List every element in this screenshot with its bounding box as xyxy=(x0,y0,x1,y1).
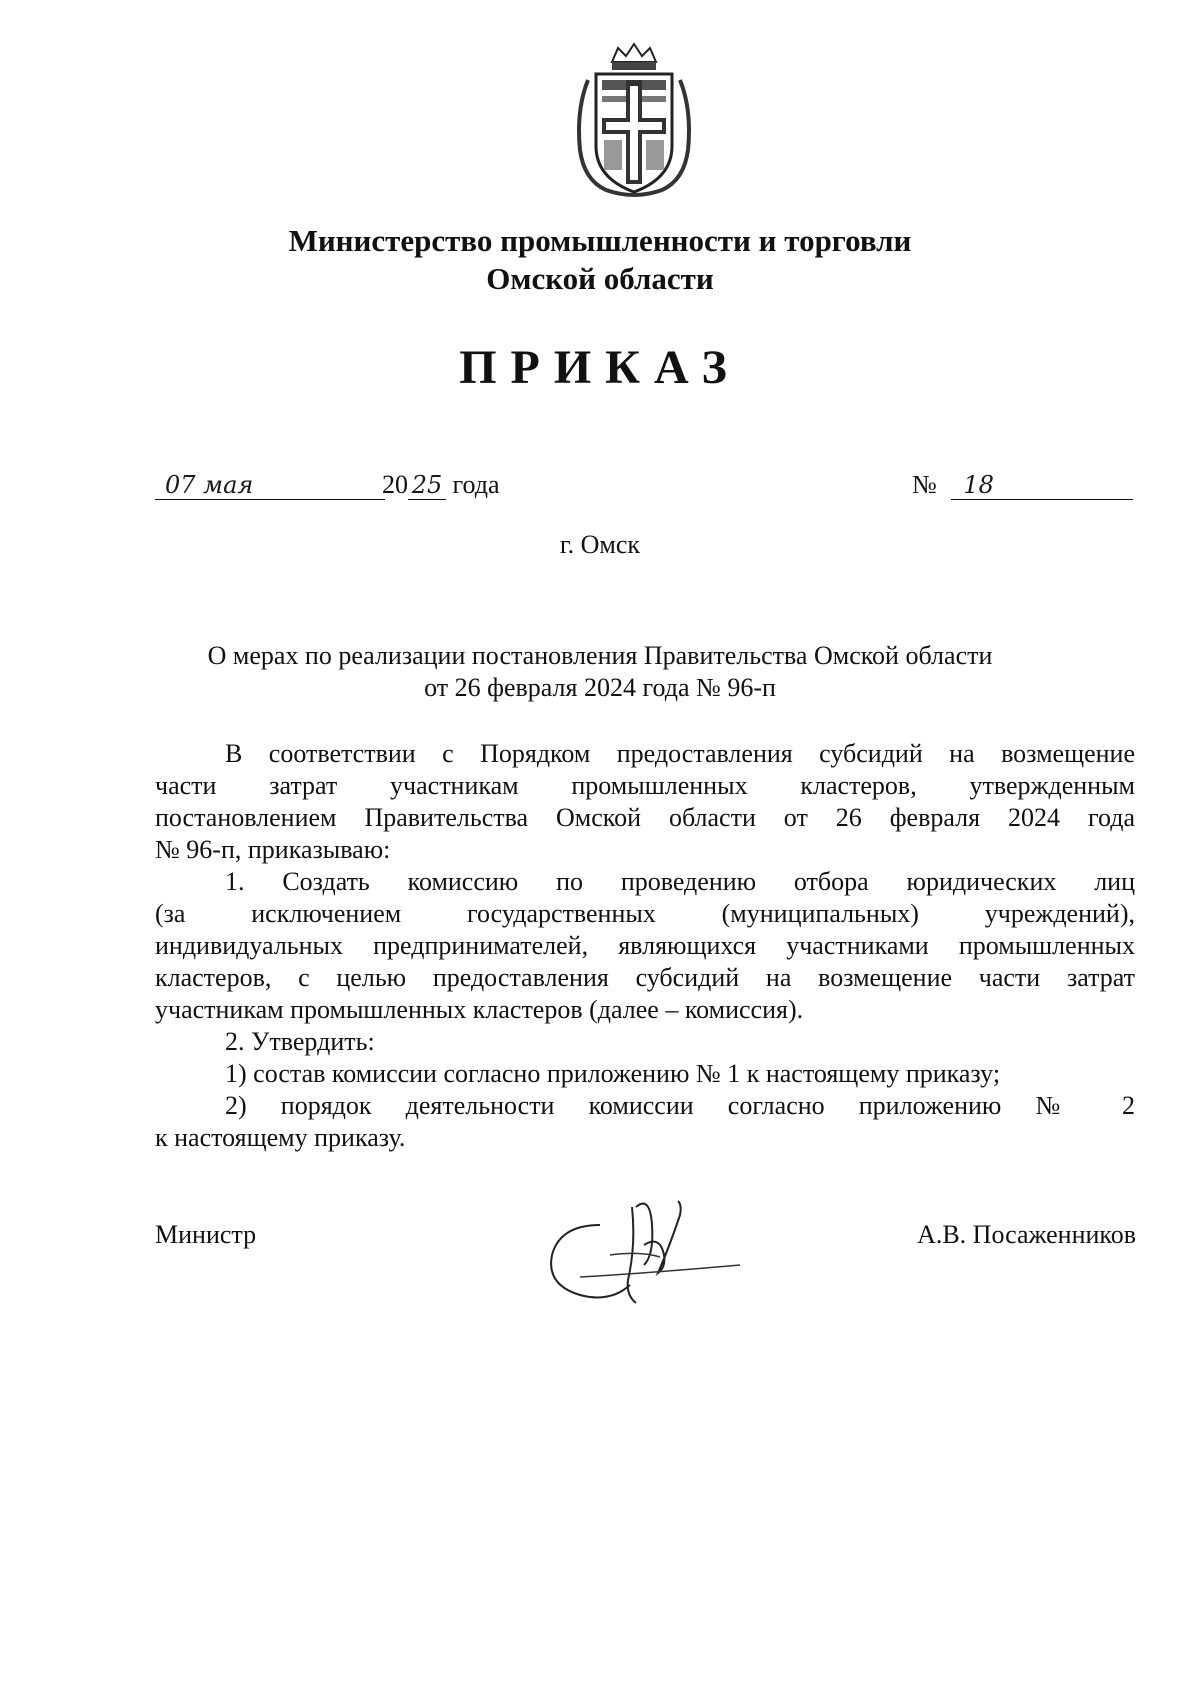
item-1-line-4: кластеров, с целью предоставления субсидий на возмещение части затрат xyxy=(155,963,1135,992)
number-field xyxy=(912,470,1133,500)
subject-line2: от 26 февраля 2024 года № 96-п xyxy=(424,673,776,702)
item-2-sub-2-line-1: 2) порядок деятельности комиссии согласно приложению № 2 xyxy=(225,1091,1135,1120)
ministry-name-line1: Министерство промышленности и торговли xyxy=(288,223,912,258)
item-2-sub-2-line-2: к настоящему приказу. xyxy=(155,1123,406,1152)
document-number: 18 xyxy=(951,471,1133,500)
subject-line1: О мерах по реализации постановления Правительства Омской области xyxy=(207,641,993,670)
item-1-line-2: (за исключением государственных (муниципальных) учреждений), xyxy=(155,899,1135,928)
year-prefix: 20 xyxy=(382,470,408,499)
item-2-sub-1: 1) состав комиссии согласно приложению № 1 к настоящему приказу; xyxy=(225,1059,1001,1088)
year-suffix: 25 xyxy=(408,471,446,500)
paragraph-1-line-3: постановлением Правительства Омской области от 26 февраля 2024 года xyxy=(155,803,1135,832)
date-field xyxy=(155,470,385,500)
coat-of-arms-icon xyxy=(566,40,702,198)
document-type-title: ПРИКАЗ xyxy=(459,341,741,394)
item-1-line-3: индивидуальных предпринимателей, являющихся участниками промышленных xyxy=(155,931,1135,960)
handwritten-signature-icon xyxy=(540,1185,760,1310)
paragraph-1-line-1: В соответствии с Порядком предоставления субсидий на возмещение xyxy=(225,739,1135,768)
item-1-line-5: участникам промышленных кластеров (далее – комиссия). xyxy=(155,995,804,1024)
paragraph-1-line-2: части затрат участникам промышленных кластеров, утвержденным xyxy=(155,771,1135,800)
ministry-name-line2: Омской области xyxy=(486,261,714,296)
signatory-position: Министр xyxy=(155,1220,257,1249)
date-day-month: 07 мая xyxy=(155,471,385,500)
item-1-line-1: 1. Создать комиссию по проведению отбора юридических лиц xyxy=(225,867,1135,896)
paragraph-1-line-4: № 96-п, приказываю: xyxy=(155,835,391,864)
year-field xyxy=(382,470,500,500)
city-line: г. Омск xyxy=(559,530,641,559)
year-word: года xyxy=(452,470,500,499)
item-2: 2. Утвердить: xyxy=(225,1027,375,1056)
number-sign: № xyxy=(912,470,937,499)
signatory-name: А.В. Посаженников xyxy=(917,1220,1136,1249)
